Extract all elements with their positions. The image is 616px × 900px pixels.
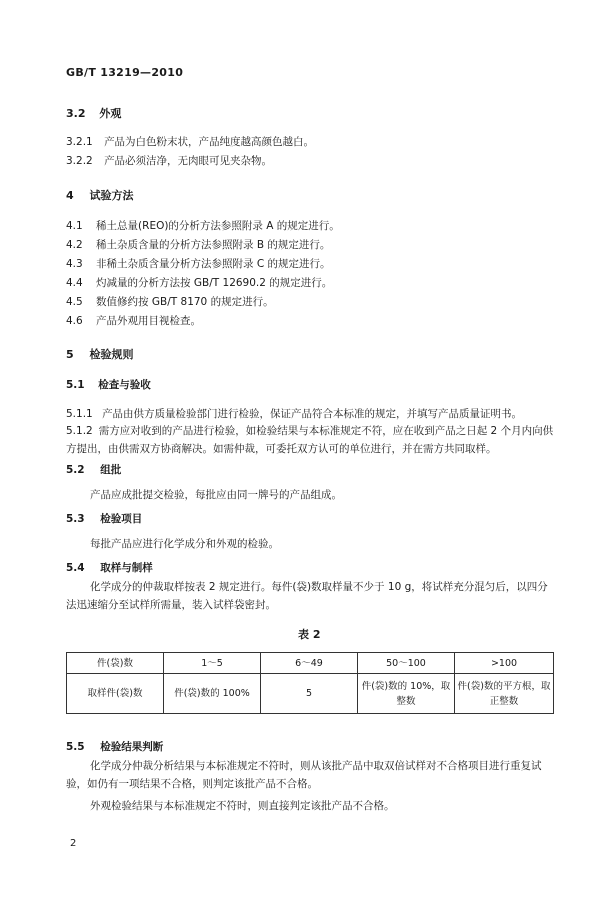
section-title: 检验规则 (89, 348, 134, 361)
clause-number: 4.6 (66, 315, 83, 327)
section-5-1-heading (66, 377, 151, 392)
clause-number: 5.1.2 (66, 425, 93, 437)
clause-3-2-1 (66, 134, 314, 149)
standard-header: GB/T 13219—2010 (66, 66, 184, 79)
clause-number: 3.2.1 (66, 136, 93, 148)
section-title: 检验项目 (100, 513, 143, 525)
paragraph-5-5-1: 化学成分仲裁分析结果与本标准规定不符时，则从该批产品中取双倍试样对不合格项目进行重复试验，如仍有一项结果不合格，则判定该批产品不合格。 (66, 760, 542, 790)
table-caption: 表 2 (298, 628, 321, 641)
paragraph-5-3: 每批产品应进行化学成分和外观的检验。 (90, 538, 279, 550)
page-number: 2 (70, 838, 77, 849)
section-title: 检查与验收 (98, 379, 151, 391)
clause-number: 4.3 (66, 258, 83, 270)
section-3-2-heading (66, 105, 121, 121)
sampling-table (66, 652, 554, 714)
clause-text: 产品外观用目视检查。 (96, 315, 202, 327)
section-5-5-heading (66, 739, 163, 754)
section-number: 5.2 (66, 464, 85, 476)
section-5-heading (66, 346, 134, 362)
section-title: 外观 (99, 107, 122, 120)
section-title: 组批 (100, 464, 122, 476)
clause-text: 稀土杂质含量的分析方法参照附录 B 的规定进行。 (96, 239, 331, 251)
table-cell: 50～100 (358, 653, 455, 674)
paragraph-5-4: 化学成分的仲裁取样按表 2 规定进行。每件(袋)数取样量不少于 10 g，将试样充分混匀后，以四分法迅速缩分至试样所需量，装入试样袋密封。 (66, 581, 548, 611)
clause-5-1-1 (66, 406, 522, 421)
clause-text: 需方应对收到的产品进行检验，如检验结果与本标准规定不符，应在收到产品之日起 2 个月内向供方提出，由供需双方协商解决。如需仲裁，可委托双方认可的单位进行，并在需方共同取样。 (66, 425, 554, 455)
clause-number: 4.5 (66, 296, 83, 308)
clause-text: 产品必须洁净，无肉眼可见夹杂物。 (104, 155, 273, 167)
clause-text: 数值修约按 GB/T 8170 的规定进行。 (96, 296, 274, 308)
clause-4-2 (66, 237, 330, 252)
table-cell: >100 (455, 653, 554, 674)
section-number: 5 (66, 348, 74, 361)
section-title: 试验方法 (89, 189, 134, 202)
section-number: 5.3 (66, 513, 85, 525)
clause-3-2-2 (66, 153, 272, 168)
section-4-heading (66, 187, 134, 203)
table-cell: 5 (261, 674, 358, 714)
table-cell: 件(袋)数的平方根，取正整数 (455, 674, 554, 714)
clause-number: 4.2 (66, 239, 83, 251)
clause-4-6 (66, 313, 201, 328)
table-cell: 件(袋)数的 100% (164, 674, 261, 714)
clause-number: 4.1 (66, 220, 83, 232)
table-cell: 件(袋)数的 10%，取整数 (358, 674, 455, 714)
clause-text: 稀土总量(REO)的分析方法参照附录 A 的规定进行。 (96, 220, 340, 232)
section-title: 取样与制样 (100, 562, 153, 574)
clause-text: 灼减量的分析方法按 GB/T 12690.2 的规定进行。 (96, 277, 333, 289)
clause-5-1-2 (66, 422, 554, 458)
clause-number: 4.4 (66, 277, 83, 289)
section-5-4-heading (66, 560, 153, 575)
table-cell: 6～49 (261, 653, 358, 674)
section-title: 检验结果判断 (100, 741, 164, 753)
section-number: 5.4 (66, 562, 85, 574)
section-number: 5.5 (66, 741, 85, 753)
section-number: 5.1 (66, 379, 85, 391)
clause-4-3 (66, 256, 331, 271)
table-row (67, 674, 554, 714)
table-cell: 1～5 (164, 653, 261, 674)
clause-text: 产品为白色粉末状，产品纯度越高颜色越白。 (104, 136, 315, 148)
clause-4-5 (66, 294, 274, 309)
section-5-2-heading (66, 462, 121, 477)
clause-number: 5.1.1 (66, 408, 93, 420)
table-cell: 取样件(袋)数 (67, 674, 164, 714)
section-5-3-heading (66, 511, 142, 526)
paragraph-5-5-2: 外观检验结果与本标准规定不符时，则直接判定该批产品不合格。 (90, 800, 395, 812)
clause-4-1 (66, 218, 340, 233)
table-cell: 件(袋)数 (67, 653, 164, 674)
paragraph-5-2: 产品应成批提交检验，每批应由同一牌号的产品组成。 (90, 489, 342, 501)
section-number: 3.2 (66, 107, 86, 120)
clause-text: 非稀土杂质含量分析方法参照附录 C 的规定进行。 (96, 258, 331, 270)
section-number: 4 (66, 189, 74, 202)
table-header-row (67, 653, 554, 674)
clause-number: 3.2.2 (66, 155, 93, 167)
clause-4-4 (66, 275, 332, 290)
clause-text: 产品由供方质量检验部门进行检验，保证产品符合本标准的规定，并填写产品质量证明书。 (102, 408, 523, 420)
